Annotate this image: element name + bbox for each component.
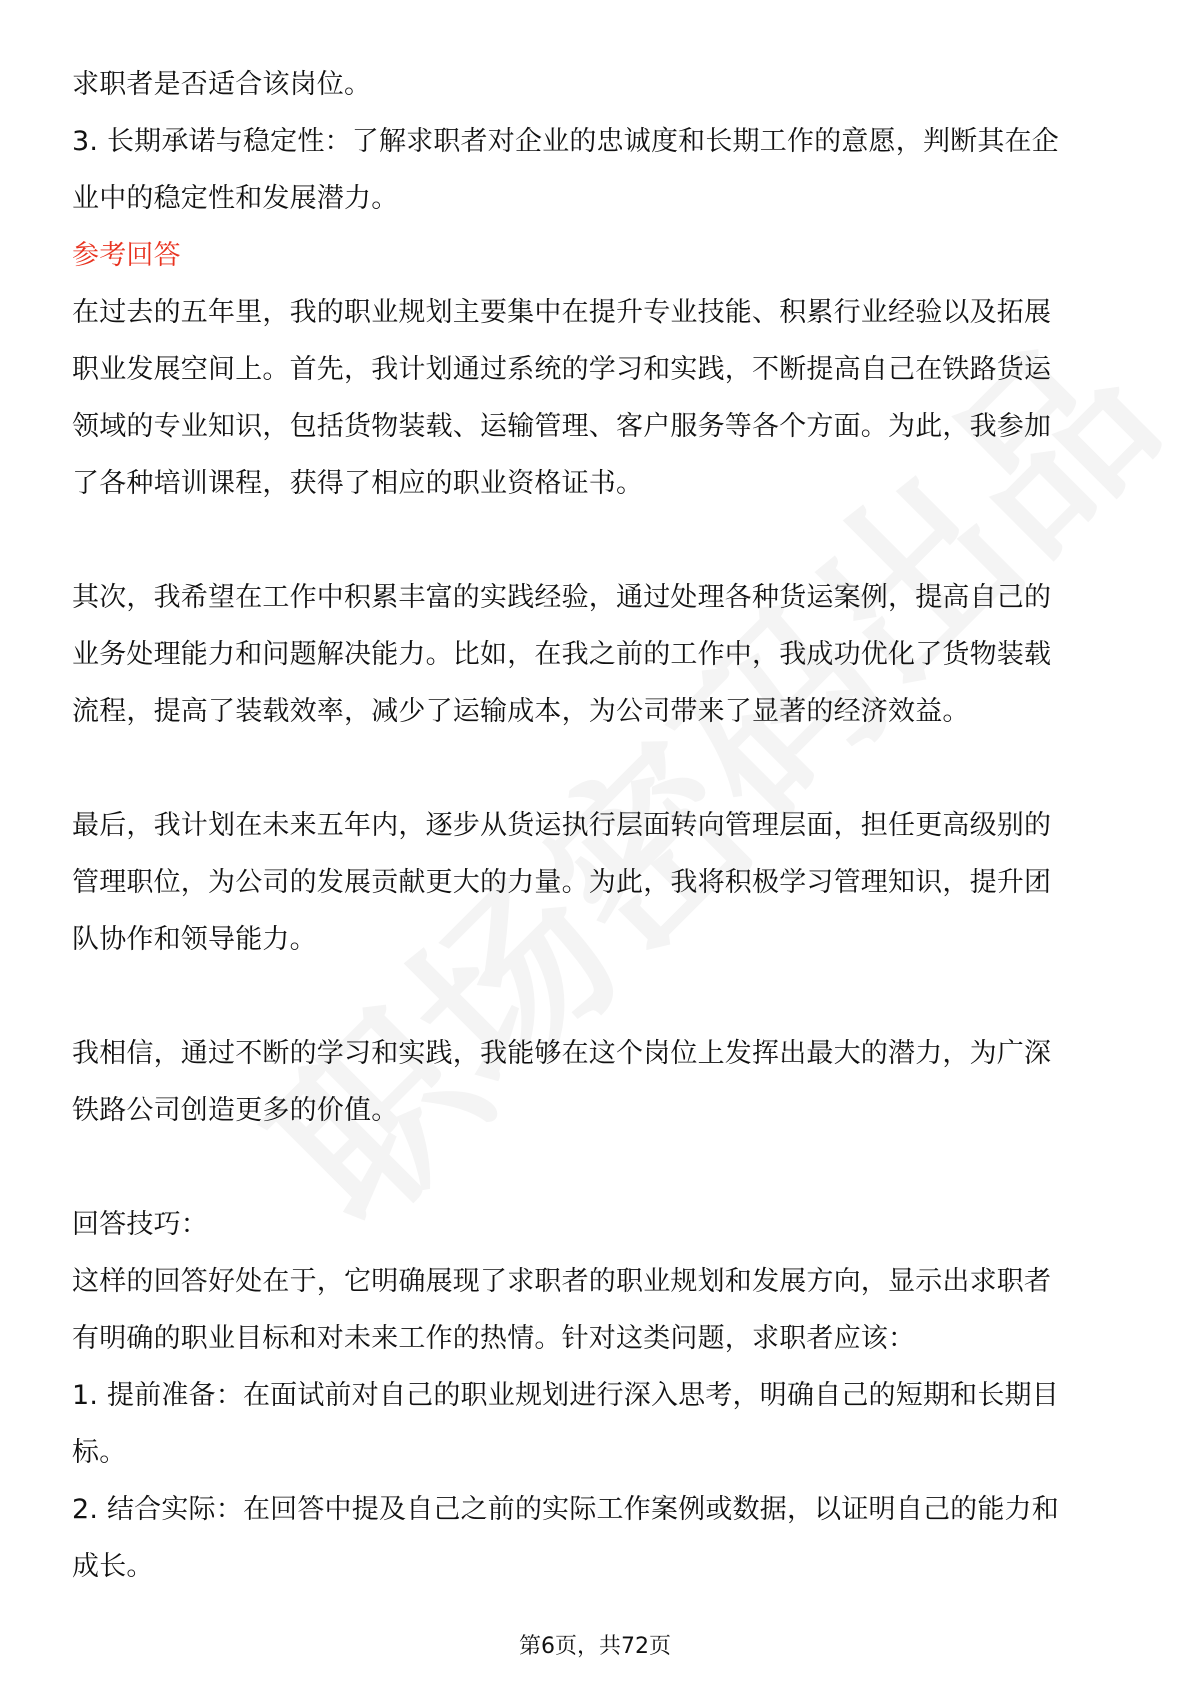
answer-paragraph <box>72 569 1118 740</box>
answer-paragraph <box>72 797 1118 968</box>
answer-paragraph <box>72 1025 1118 1139</box>
answer-line: 了各种培训课程，获得了相应的职业资格证书。 <box>72 468 644 499</box>
intro-section <box>72 56 1118 227</box>
paragraph-spacer <box>72 512 1118 569</box>
document-page <box>72 56 1118 1595</box>
tips-line: 这样的回答好处在于，它明确展现了求职者的职业规划和发展方向，显示出求职者 <box>72 1266 1052 1297</box>
answer-line: 业务处理能力和问题解决能力。比如，在我之前的工作中，我成功优化了货物装载 <box>72 639 1052 670</box>
answer-line: 最后，我计划在未来五年内，逐步从货运执行层面转向管理层面，担任更高级别的 <box>72 810 1052 841</box>
tips-line: 成长。 <box>72 1551 154 1582</box>
paragraph-spacer <box>72 740 1118 797</box>
answer-line: 流程，提高了装载效率，减少了运输成本，为公司带来了显著的经济效益。 <box>72 696 970 727</box>
body-line: 业中的稳定性和发展潜力。 <box>72 183 399 214</box>
answer-line: 职业发展空间上。首先，我计划通过系统的学习和实践，不断提高自己在铁路货运 <box>72 354 1052 385</box>
answer-line: 在过去的五年里，我的职业规划主要集中在提升专业技能、积累行业经验以及拓展 <box>72 297 1052 328</box>
tips-line: 标。 <box>72 1437 127 1468</box>
answer-line: 我相信，通过不断的学习和实践，我能够在这个岗位上发挥出最大的潜力，为广深 <box>72 1038 1052 1069</box>
answer-paragraph <box>72 284 1118 512</box>
answer-line: 管理职位，为公司的发展贡献更大的力量。为此，我将积极学习管理知识，提升团 <box>72 867 1052 898</box>
tips-line: 1. 提前准备：在面试前对自己的职业规划进行深入思考，明确自己的短期和长期目 <box>72 1380 1059 1411</box>
answer-line: 领域的专业知识，包括货物装载、运输管理、客户服务等各个方面。为此，我参加 <box>72 411 1052 442</box>
answer-line: 铁路公司创造更多的价值。 <box>72 1095 399 1126</box>
paragraph-spacer <box>72 968 1118 1025</box>
paragraph-spacer <box>72 1139 1118 1196</box>
tips-line: 2. 结合实际：在回答中提及自己之前的实际工作案例或数据，以证明自己的能力和 <box>72 1494 1059 1525</box>
page-footer: 第6页，共72页 <box>519 1634 671 1659</box>
tips-section <box>72 1253 1118 1595</box>
answer-heading: 参考回答 <box>72 240 181 271</box>
tips-heading: 回答技巧： <box>72 1209 208 1240</box>
body-line: 求职者是否适合该岗位。 <box>72 69 372 100</box>
tips-line: 有明确的职业目标和对未来工作的热情。针对这类问题，求职者应该： <box>72 1323 916 1354</box>
body-line: 3. 长期承诺与稳定性：了解求职者对企业的忠诚度和长期工作的意愿，判断其在企 <box>72 126 1059 157</box>
answer-line: 其次，我希望在工作中积累丰富的实践经验，通过处理各种货运案例，提高自己的 <box>72 582 1052 613</box>
answer-line: 队协作和领导能力。 <box>72 924 317 955</box>
